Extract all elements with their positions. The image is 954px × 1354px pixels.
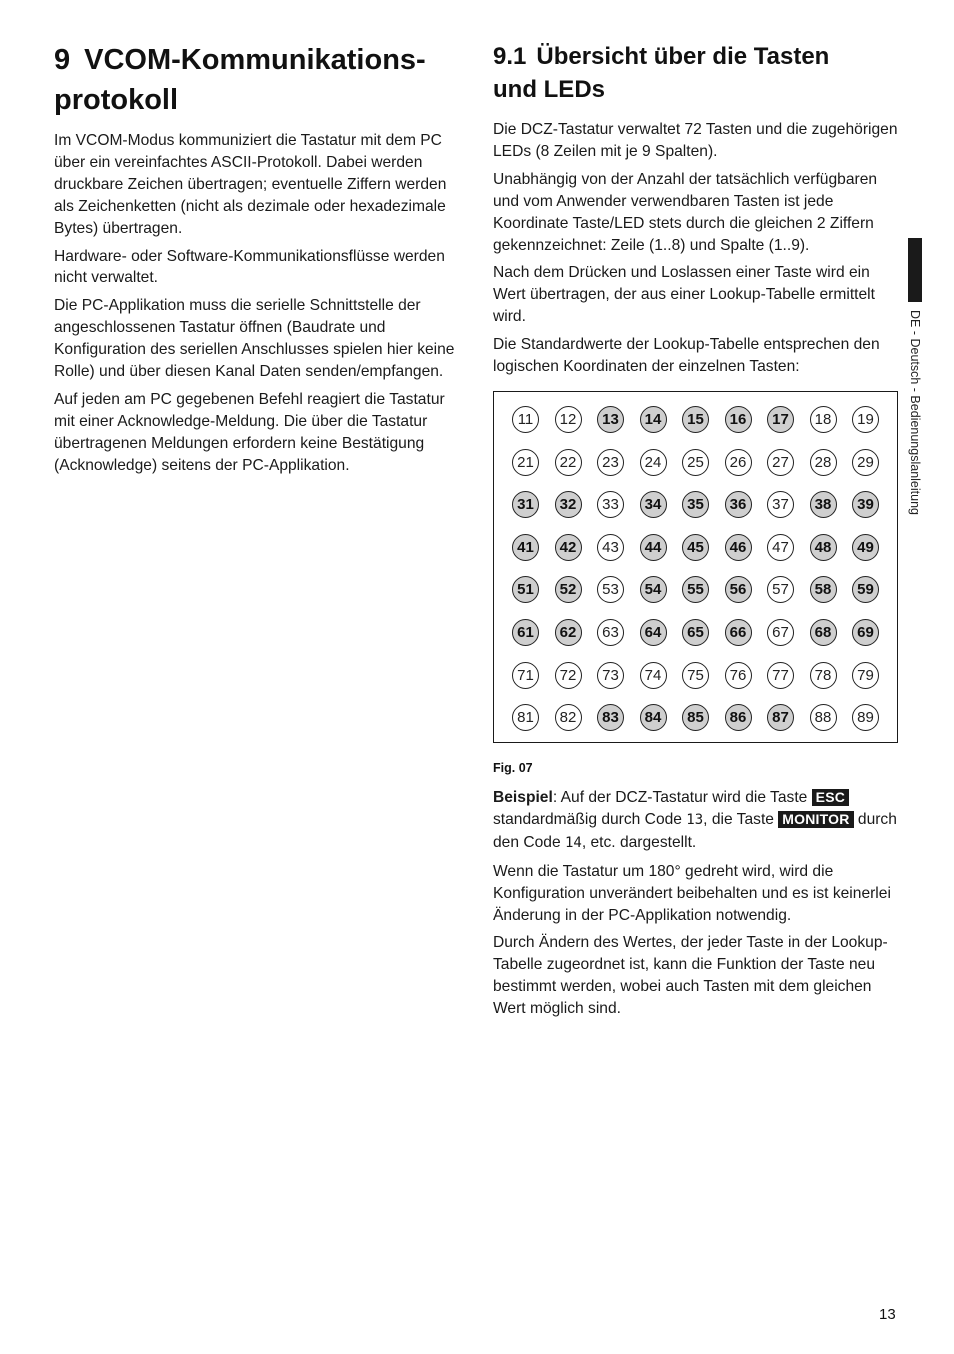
key-61: 61 [512,619,539,646]
key-79: 79 [852,662,879,689]
key-76: 76 [725,662,752,689]
key-34: 34 [640,491,667,518]
key-43: 43 [597,534,624,561]
key-13: 13 [597,406,624,433]
key-44: 44 [640,534,667,561]
key-31: 31 [512,491,539,518]
example-text: : Auf der DCZ-Tastatur wird die Taste [552,788,812,806]
key-19: 19 [852,406,879,433]
key-55: 55 [682,576,709,603]
section-9-number: 9 [54,44,71,76]
key-59: 59 [852,576,879,603]
key-89: 89 [852,704,879,731]
key-14: 14 [640,406,667,433]
section-9-1-number: 9.1 [493,43,527,70]
key-53: 53 [597,576,624,603]
key-48: 48 [810,534,837,561]
key-36: 36 [725,491,752,518]
key-63: 63 [597,619,624,646]
key-18: 18 [810,406,837,433]
example-bold-label: Beispiel [493,788,553,806]
section-9-1-paragraph: Die DCZ-Tastatur verwaltet 72 Tasten und die zugehörigen LEDs (8 Zeilen mit je 9 Spalten). [493,121,898,160]
key-24: 24 [640,449,667,476]
key-81: 81 [512,704,539,731]
key-39: 39 [852,491,879,518]
key-12: 12 [555,406,582,433]
key-26: 26 [725,449,752,476]
section-9-paragraph: Die PC-Applikation muss die serielle Schnittstelle der angeschlossenen Tastatur öffnen (Baudrate und Konfiguration des seriellen Anschlusses spielen hier keine Rolle) und über diesen Kanal Daten senden/empfangen. [54,297,455,381]
section-9-1-title-line2: und LEDs [493,76,605,103]
key-25: 25 [682,449,709,476]
key-22: 22 [555,449,582,476]
key-32: 32 [555,491,582,518]
key-41: 41 [512,534,539,561]
key-86: 86 [725,704,752,731]
key-62: 62 [555,619,582,646]
section-9-1-paragraph: Wenn die Tastatur um 180° gedreht wird, wird die Konfiguration unverändert beibehalten und es ist keinerlei Änderung in der PC-Applikation notwendig. [493,862,891,924]
key-82: 82 [555,704,582,731]
key-56: 56 [725,576,752,603]
left-column [54,40,456,483]
key-38: 38 [810,491,837,518]
key-21: 21 [512,449,539,476]
key-47: 47 [767,534,794,561]
key-42: 42 [555,534,582,561]
section-9-1-heading [493,40,900,106]
section-9-1-paragraph: Die Standardwerte der Lookup-Tabelle entsprechen den logischen Koordinaten der einzelnen Tasten: [493,336,880,376]
key-15: 15 [682,406,709,433]
key-74: 74 [640,662,667,689]
example-code: 13 [686,811,704,828]
key-77: 77 [767,662,794,689]
key-16: 16 [725,406,752,433]
key-84: 84 [640,704,667,731]
section-9-paragraph: Hardware- oder Software-Kommunikationsflüsse werden nicht verwaltet. [54,247,445,287]
key-52: 52 [555,576,582,603]
key-71: 71 [512,662,539,689]
key-27: 27 [767,449,794,476]
section-9-1-paragraph: Nach dem Drücken und Loslassen einer Taste wird ein Wert übertragen, der aus einer Lookup-Tabelle ermittelt wird. [493,264,875,326]
key-68: 68 [810,619,837,646]
key-46: 46 [725,534,752,561]
section-9-title-line1: VCOM-Kommunikations- [84,44,426,76]
key-57: 57 [767,576,794,603]
page-number: 13 [879,1306,896,1323]
key-85: 85 [682,704,709,731]
figure-label: Fig. 07 [493,760,533,775]
key-72: 72 [555,662,582,689]
key-73: 73 [597,662,624,689]
key-45: 45 [682,534,709,561]
key-23: 23 [597,449,624,476]
key-75: 75 [682,662,709,689]
section-9-paragraph: Auf jeden am PC gegebenen Befehl reagiert die Tastatur mit einer Acknowledge-Meldung. Die über die Tastatur übertragenen Meldungen erfordern keine Bestätigung (Acknowledge) seitens der PC-Applikation. [54,390,445,474]
key-67: 67 [767,619,794,646]
key-51: 51 [512,576,539,603]
example-paragraph [493,787,900,855]
key-87: 87 [767,704,794,731]
key-17: 17 [767,406,794,433]
section-9-1-paragraph: Unabhängig von der Anzahl der tatsächlich verfügbaren und vom Anwender verwendbaren Tasten ist jede Koordinate Taste/LED stets durch die gleichen 2 Ziffern gekennzeichnet: Zeile (1..8) und Spalte (1..9). [493,170,878,254]
section-9-paragraph: Im VCOM-Modus kommuniziert die Tastatur mit dem PC über ein vereinfachtes ASCII-Protokoll. Dabei werden druckbare Zeichen übertragen; eventuelle Ziffern werden als Zeichenketten (nicht als dezimale oder hexadezimale Bytes) übertragen. [54,132,447,237]
example-text: , die Taste [703,810,779,828]
key-11: 11 [512,406,539,433]
example-code: 14 [564,834,582,851]
key-54: 54 [640,576,667,603]
key-83: 83 [597,704,624,731]
key-35: 35 [682,491,709,518]
esc-key-badge: ESC [812,789,849,806]
monitor-key-badge: MONITOR [778,811,853,828]
section-9-1-paragraph: Durch Ändern des Wertes, der jeder Taste in der Lookup-Tabelle zugeordnet ist, kann die Funktion der Taste neu bestimmt werden, wobei auch Tasten mit dem gleichen Wert möglich sind. [493,934,888,1018]
key-coordinate-grid [493,391,898,743]
example-text: standardmäßig durch Code [493,810,687,828]
key-65: 65 [682,619,709,646]
key-49: 49 [852,534,879,561]
key-28: 28 [810,449,837,476]
key-69: 69 [852,619,879,646]
side-language-label: DE - Deutsch - Bedienungslanleitung [908,310,922,515]
key-33: 33 [597,491,624,518]
key-88: 88 [810,704,837,731]
key-37: 37 [767,491,794,518]
section-9-heading [54,40,456,120]
key-58: 58 [810,576,837,603]
key-78: 78 [810,662,837,689]
key-64: 64 [640,619,667,646]
key-66: 66 [725,619,752,646]
side-tab-marker [908,238,922,302]
section-9-1-title-line1: Übersicht über die Tasten [536,43,830,70]
key-29: 29 [852,449,879,476]
right-column [493,40,900,1026]
example-text: , etc. dargestellt. [581,833,697,851]
section-9-title-line2: protokoll [54,84,179,116]
example-text: durch den Code [493,810,897,851]
